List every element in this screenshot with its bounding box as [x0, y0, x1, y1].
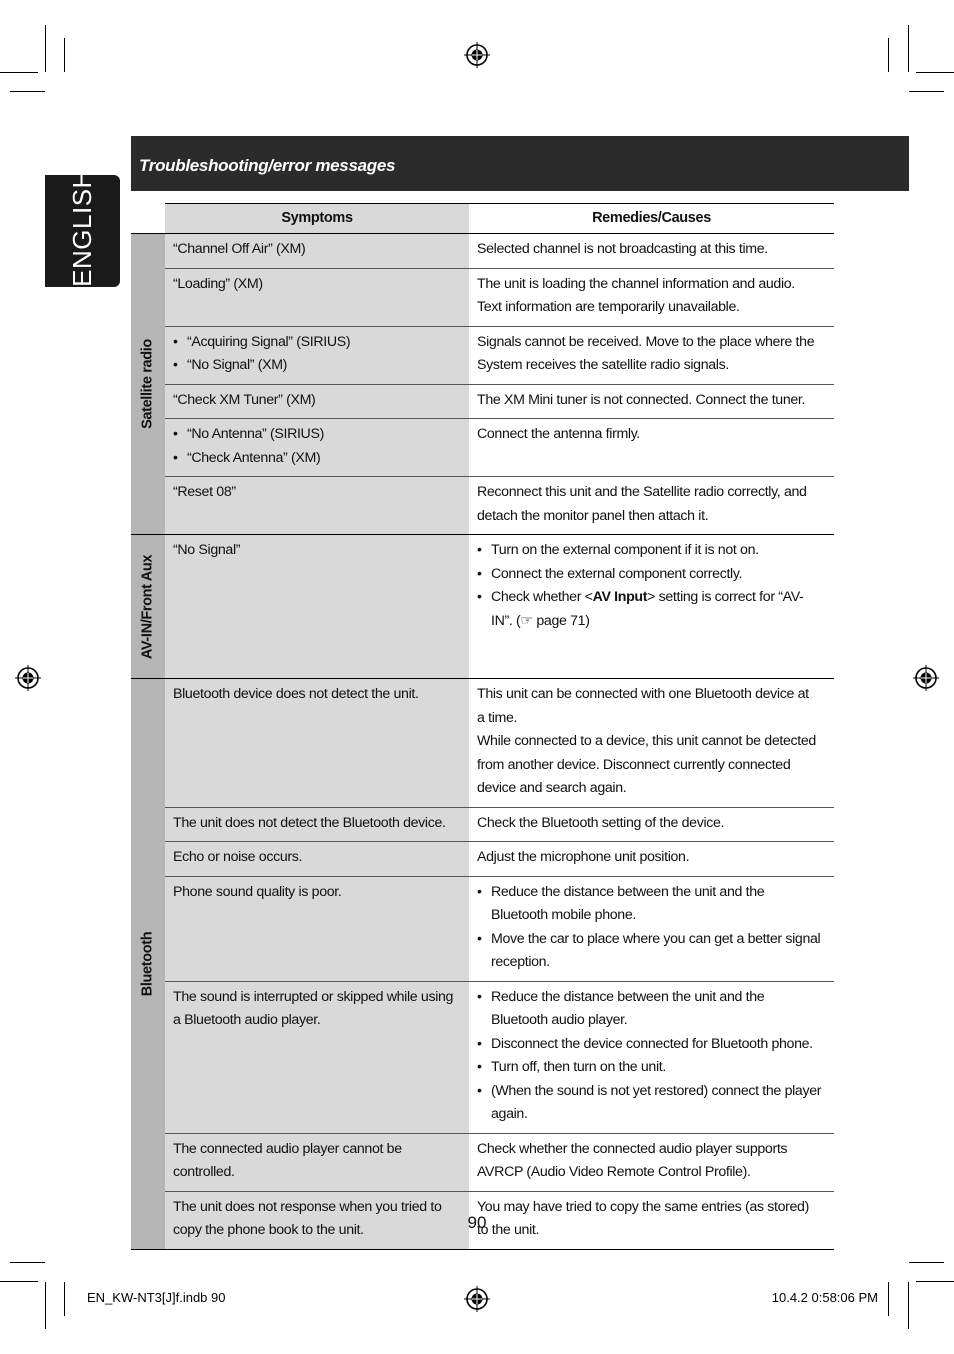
symptom-text: “Check XM Tuner” (XM) [173, 391, 316, 408]
table-row [131, 679, 834, 808]
remedy-text: > setting is correct for “AV- [647, 589, 804, 605]
category-cell [131, 679, 165, 1250]
remedy-text: While connected to a device, this unit cannot be detected [477, 733, 816, 749]
remedy-text: Bluetooth audio player. [491, 1012, 628, 1028]
remedy-cell [469, 535, 834, 679]
remedy-text: • Reduce the distance between the unit and the [491, 988, 765, 1005]
remedy-list [477, 539, 826, 633]
table-row [131, 807, 834, 842]
remedy-cell [469, 981, 834, 1133]
registration-mark-icon [14, 664, 42, 692]
symptom-list [173, 423, 461, 470]
remedy-list-item [477, 1056, 826, 1080]
table-row [131, 981, 834, 1133]
footer-file-slug: EN_KW-NT3[J]f.indb 90 [87, 1290, 226, 1305]
remedy-text: • Move the car to place where you can get a better signal [491, 930, 821, 947]
table-row [131, 384, 834, 419]
symptom-list-item: • “No Signal” (XM) [173, 354, 461, 378]
symptom-text: “Loading” (XM) [173, 275, 263, 292]
crop-mark [10, 91, 45, 92]
symptom-list [173, 331, 461, 378]
remedy-text: System receives the satellite radio signals. [477, 357, 729, 373]
symptom-text: The unit does not detect the Bluetooth device. [173, 814, 446, 831]
remedy-text: to the unit. [477, 1222, 540, 1238]
remedy-list-item [477, 928, 826, 975]
crop-mark [10, 1262, 45, 1263]
symptom-cell [165, 477, 469, 535]
crop-mark [0, 72, 38, 73]
remedy-list-item [477, 881, 826, 928]
remedy-text: Bluetooth mobile phone. [491, 907, 636, 923]
symptom-cell [165, 807, 469, 842]
symptom-cell [165, 842, 469, 877]
crop-mark [908, 1282, 909, 1329]
table-row [131, 326, 834, 384]
symptom-text: Bluetooth device does not detect the unit. [173, 686, 419, 702]
page-number: 90 [467, 1213, 487, 1232]
crop-mark [909, 91, 944, 92]
remedy-text: • Disconnect the device connected for Bluetooth phone. [491, 1035, 813, 1052]
remedy-text: Check whether < [491, 589, 593, 605]
remedy-text: Check whether the connected audio player supports [477, 1140, 788, 1157]
remedy-list [477, 881, 826, 975]
remedy-text: Selected channel is not broadcasting at this time. [477, 241, 768, 257]
symptom-cell [165, 876, 469, 981]
remedy-cell [469, 1133, 834, 1191]
registration-mark-icon [463, 1285, 491, 1313]
remedy-text: • (When the sound is not yet restored) connect the player [491, 1082, 822, 1099]
category-label: Bluetooth [139, 931, 156, 997]
remedy-cell [469, 419, 834, 477]
remedy-text: AVRCP (Audio Video Remote Control Profile). [477, 1164, 751, 1180]
crop-mark [909, 1262, 944, 1263]
remedy-cell [469, 384, 834, 419]
remedy-text: detach the monitor panel then attach it. [477, 507, 709, 524]
table-row [131, 876, 834, 981]
symptom-cell [165, 679, 469, 808]
category-cell [131, 535, 165, 679]
remedy-text: Reconnect this unit and the Satellite radio correctly, and [477, 484, 807, 500]
remedy-cell [469, 842, 834, 877]
remedy-text: Check the Bluetooth setting of the device. [477, 814, 725, 831]
symptom-list-item: • “Check Antenna” (XM) [173, 447, 461, 471]
table-row [131, 535, 834, 679]
remedy-text: Text information are temporarily unavailable. [477, 299, 740, 315]
symptom-cell [165, 1133, 469, 1191]
crop-mark [64, 1282, 65, 1316]
remedy-list-item [477, 586, 826, 633]
symptom-text: Phone sound quality is poor. [173, 883, 342, 900]
symptom-text: The unit does not response when you tried to [173, 1198, 442, 1215]
symptom-cell [165, 326, 469, 384]
troubleshooting-table [131, 203, 834, 1250]
language-label: ENGLISH [67, 169, 97, 287]
crop-mark [908, 25, 909, 72]
registration-mark-icon [463, 41, 491, 69]
symptom-text: “Reset 08” [173, 484, 236, 500]
language-tab [45, 169, 120, 287]
remedy-cell [469, 807, 834, 842]
remedy-text: Adjust the microphone unit position. [477, 849, 690, 865]
table-row [131, 1133, 834, 1191]
remedy-text: • Turn off, then turn on the unit. [491, 1059, 666, 1075]
symptom-text: controlled. [173, 1164, 235, 1180]
remedy-cell [469, 268, 834, 326]
header-remedies: Remedies/Causes [469, 204, 834, 234]
crop-mark [0, 1281, 38, 1282]
symptom-text: The sound is interrupted or skipped while using [173, 988, 454, 1005]
symptom-text: a Bluetooth audio player. [173, 1012, 321, 1028]
remedy-text: Signals cannot be received. Move to the place where the [477, 333, 815, 350]
symptom-text: “Channel Off Air” (XM) [173, 241, 306, 257]
remedy-text: again. [491, 1106, 528, 1122]
symptom-cell [165, 268, 469, 326]
remedy-text: • Reduce the distance between the unit and the [491, 883, 765, 900]
table-row [131, 477, 834, 535]
table-row [131, 268, 834, 326]
symptom-text: Echo or noise occurs. [173, 849, 303, 865]
crop-mark [64, 38, 65, 72]
remedy-text: device and search again. [477, 780, 627, 796]
table-row [131, 842, 834, 877]
remedy-cell [469, 234, 834, 269]
page-reference: IN”. (☞ page 71) [491, 612, 590, 629]
remedy-list-item: • Turn on the external component if it is not on. [477, 539, 826, 563]
crop-mark [916, 1281, 954, 1282]
av-input-setting-name: AV Input [592, 589, 648, 605]
footer-date-slug: 10.4.2 0:58:06 PM [771, 1290, 878, 1305]
remedy-cell [469, 679, 834, 808]
symptom-cell [165, 234, 469, 269]
symptom-text: The connected audio player cannot be [173, 1140, 402, 1157]
symptom-list-item: • “Acquiring Signal” (SIRIUS) [173, 331, 461, 355]
symptom-list-item: • “No Antenna” (SIRIUS) [173, 423, 461, 447]
remedy-list [477, 986, 826, 1127]
crop-mark [888, 1282, 889, 1316]
remedy-list-item [477, 1080, 826, 1127]
remedy-cell [469, 876, 834, 981]
remedy-text: The XM Mini tuner is not connected. Connect the tuner. [477, 391, 806, 408]
crop-mark [45, 1282, 46, 1329]
symptom-cell [165, 419, 469, 477]
symptom-cell [165, 535, 469, 679]
crop-mark [916, 72, 954, 73]
remedy-text: a time. [477, 709, 518, 726]
remedy-cell [469, 477, 834, 535]
remedy-list-item [477, 1033, 826, 1057]
header-spacer [131, 204, 165, 234]
remedy-text: Connect the antenna firmly. [477, 426, 640, 442]
table-row [131, 234, 834, 269]
symptom-text: copy the phone book to the unit. [173, 1222, 364, 1238]
category-label: AV-IN/Front Aux [139, 554, 156, 659]
symptom-cell [165, 981, 469, 1133]
category-label: Satellite radio [139, 339, 156, 429]
remedy-list-item [477, 986, 826, 1033]
section-title: Troubleshooting/error messages [139, 156, 396, 175]
remedy-cell [469, 326, 834, 384]
remedy-text: You may have tried to copy the same entries (as stored) [477, 1198, 809, 1215]
symptom-cell [165, 384, 469, 419]
crop-mark [45, 25, 46, 72]
remedy-text: This unit can be connected with one Bluetooth device at [477, 686, 809, 702]
registration-mark-icon [912, 664, 940, 692]
header-symptoms: Symptoms [165, 204, 469, 234]
remedy-text: from another device. Disconnect currently connected [477, 756, 791, 773]
category-cell [131, 234, 165, 535]
remedy-text: The unit is loading the channel information and audio. [477, 275, 795, 292]
table-row [131, 419, 834, 477]
remedy-list-item: • Connect the external component correctly. [477, 563, 826, 587]
symptom-text: “No Signal” [173, 542, 241, 558]
crop-mark [888, 38, 889, 72]
table-header-row [131, 204, 834, 234]
section-header-band [131, 136, 909, 191]
remedy-text: reception. [491, 954, 550, 970]
